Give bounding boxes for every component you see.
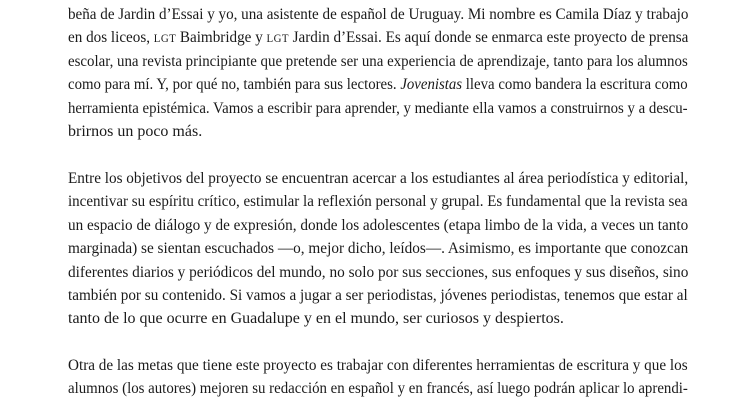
text-line: marginada) se sientan escuchados —o, mejor dicho, leídos—. Asimismo, es importante que conozcan: [68, 240, 689, 258]
text-line: escolar, una revista principiante que pretende ser una experiencia de aprendizaje, tanto para los alumnos: [68, 52, 688, 70]
text-line: tanto de lo que ocurre en Guadalupe y en el mundo, ser curiosos y despiertos.: [68, 310, 564, 328]
magazine-title: Jovenistas: [400, 76, 463, 94]
text-line: brirnos un poco más.: [68, 122, 203, 140]
school-abbreviation: LGT: [266, 33, 289, 46]
paragraph-objectives: [68, 167, 688, 331]
text-line: incentivar su espíritu crítico, estimular la reflexión personal y grupal. Es fundamental que la revista sea: [68, 193, 688, 211]
text-line: en dos liceos, LGT Baimbridge y LGT Jardin d’Essai. Es aquí donde se enmarca este proyecto de prensa: [68, 29, 689, 47]
text-line: herramienta epistémica. Vamos a escribir para aprender, y mediante ella vamos a construirnos y a descu-: [68, 99, 688, 117]
paragraph-goals: [68, 354, 688, 401]
text-line: también por su contenido. Si vamos a jugar a ser periodistas, jóvenes periodistas, tenemos que estar al: [68, 286, 688, 304]
school-abbreviation: LGT: [153, 33, 177, 46]
text-line: un espacio de diálogo y de expresión, donde los adolescentes (etapa limbo de la vida, a veces un tanto: [68, 216, 689, 234]
text-line: diferentes diarios y periódicos del mundo, no solo por sus secciones, sus enfoques y sus diseños, sino: [68, 263, 689, 281]
text-line: alumnos (los autores) mejoren su redacción en español y en francés, así luego podrán aplicar lo aprendi-: [68, 380, 688, 398]
text-line: como para mí. Y, por qué no, también para sus lectores. Jovenistas lleva como bandera la escritura como: [68, 76, 688, 94]
text-line: Entre los objetivos del proyecto se encuentran acercar a los estudiantes al área periodística y editorial,: [68, 170, 689, 187]
text-line: Otra de las metas que tiene este proyecto es trabajar con diferentes herramientas de escritura y que los: [68, 357, 688, 374]
paragraph-intro: [68, 3, 688, 143]
text-line: beña de Jardin d’Essai y yo, una asistente de español de Uruguay. Mi nombre es Camila Díaz y trabajo: [68, 6, 689, 23]
